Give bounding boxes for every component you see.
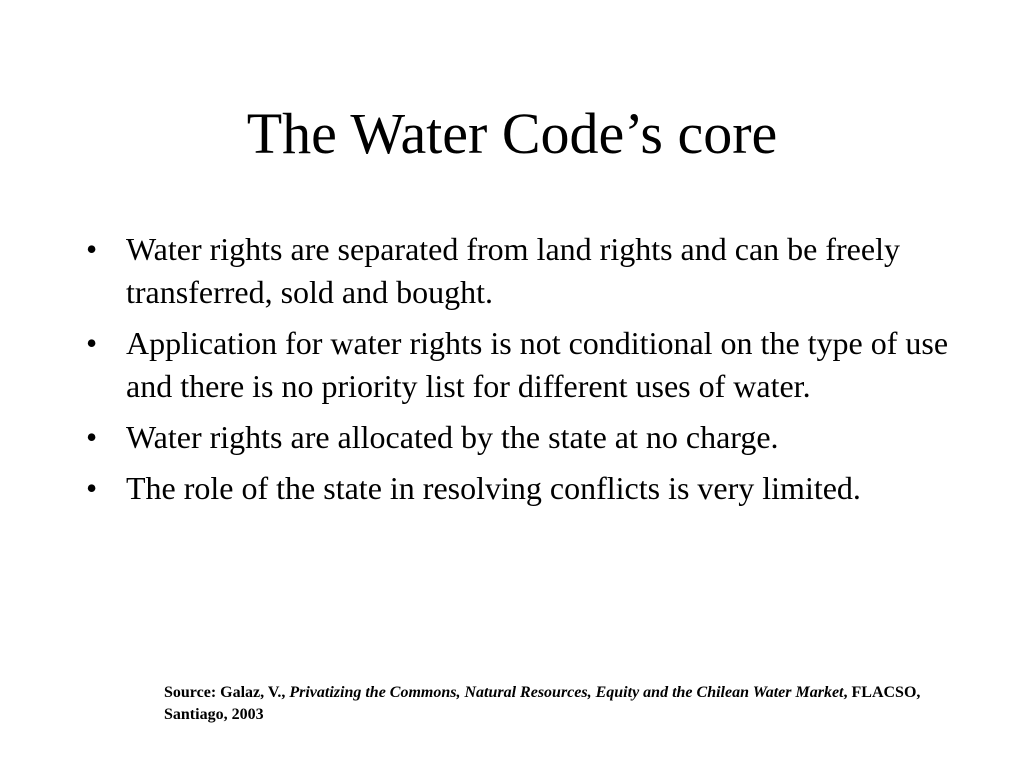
bullet-marker: •	[86, 231, 98, 267]
bullet-text: The role of the state in resolving conflicts is very limited.	[126, 470, 861, 506]
bullet-text: Application for water rights is not conditional on the type of use and there is no priority list for different uses of water.	[126, 325, 949, 404]
bullet-item	[86, 228, 956, 314]
bullet-item	[86, 467, 956, 510]
source-title: Privatizing the Commons, Natural Resources, Equity and the Chilean Water Market	[289, 684, 844, 701]
slide-title: The Water Code’s core	[246, 101, 778, 166]
bullet-list	[86, 228, 956, 518]
source-suffix: , FLACSO, Santiago, 2003	[164, 684, 921, 723]
source-prefix: Source: Galaz, V.,	[164, 684, 290, 701]
bullet-item	[86, 416, 956, 459]
bullet-marker: •	[86, 419, 98, 455]
bullet-marker: •	[86, 470, 98, 506]
bullet-item	[86, 322, 956, 408]
bullet-text: Water rights are separated from land rights and can be freely transferred, sold and bought.	[126, 231, 900, 310]
bullet-marker: •	[86, 325, 98, 361]
bullet-text: Water rights are allocated by the state at no charge.	[126, 419, 779, 455]
source-citation	[164, 682, 924, 726]
